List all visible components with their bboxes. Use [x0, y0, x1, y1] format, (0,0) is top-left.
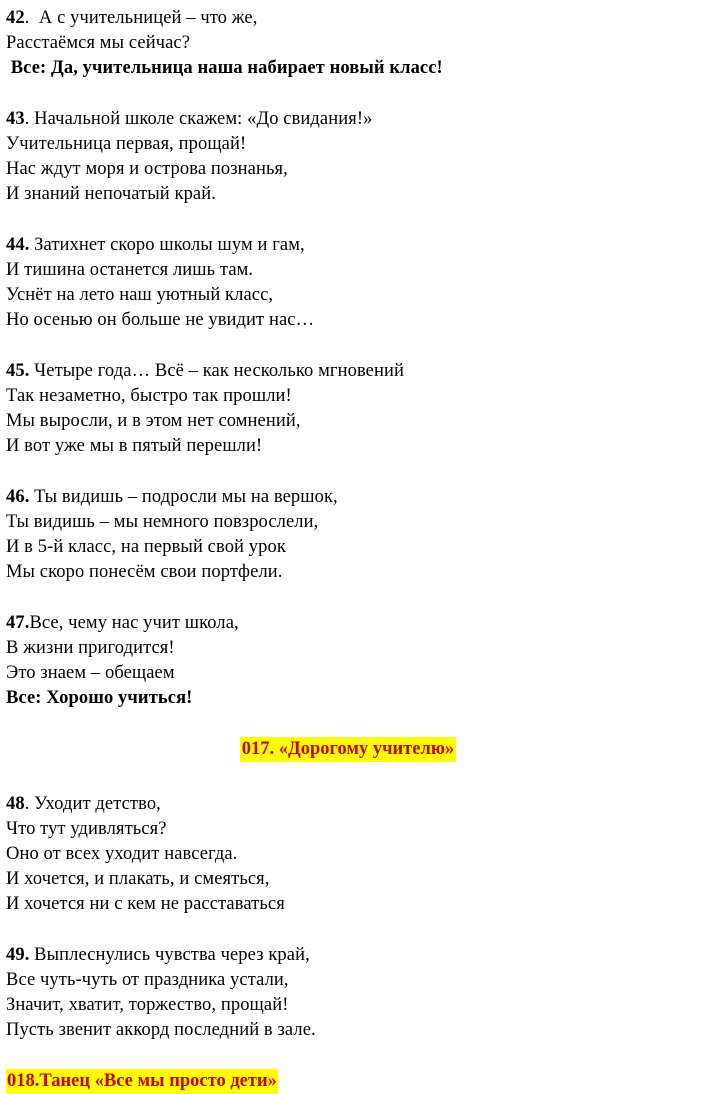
verse-44	[6, 233, 690, 333]
song-title-text: 017. «Дорогому учителю»	[240, 737, 457, 762]
verse-line: Так незаметно, быстро так прошли!	[6, 386, 292, 406]
verse-text: . А с учительницей – что же,	[24, 8, 258, 28]
song-title-text: 018.Танец «Все мы просто дети»	[6, 1069, 278, 1094]
verse-line: Мы выросли, и в этом нет сомнений,	[6, 411, 301, 431]
verse-line-chorus: Все: Да, учительница наша набирает новый класс!	[6, 58, 443, 78]
verse-line: И знаний непочатый край.	[6, 184, 216, 204]
verse-line: И тишина останется лишь там.	[6, 260, 254, 280]
verse-line: И хочется ни с кем не расставаться	[6, 894, 285, 914]
verse-line: И вот уже мы в пятый перешли!	[6, 436, 263, 456]
verse-text: Четыре года… Всё – как несколько мгновений	[29, 361, 404, 381]
verse-text: . Начальной школе скажем: «До свидания!»	[24, 109, 373, 129]
verse-46	[6, 485, 690, 585]
verse-number: 42	[6, 8, 25, 28]
song-title-018	[6, 1069, 690, 1094]
verse-line	[6, 233, 690, 258]
verse-line: Что тут удивляться?	[6, 819, 167, 839]
verse-line: И хочется, и плакать, и смеяться,	[6, 869, 270, 889]
verse-line	[6, 792, 690, 817]
verse-text: Затихнет скоро школы шум и гам,	[29, 235, 305, 255]
verse-line-chorus: Все: Хорошо учиться!	[6, 688, 193, 708]
verse-line: Это знаем – обещаем	[6, 663, 175, 683]
verse-line: Значит, хватит, торжество, прощай!	[6, 995, 289, 1015]
verse-line: Расстаёмся мы сейчас?	[6, 33, 191, 53]
verse-line: Все чуть-чуть от праздника устали,	[6, 970, 289, 990]
verse-45	[6, 359, 690, 459]
verse-line: Но осенью он больше не увидит нас…	[6, 310, 315, 330]
verse-line: Нас ждут моря и острова познанья,	[6, 159, 288, 179]
verse-47	[6, 611, 690, 711]
verse-line	[6, 943, 690, 968]
verse-line: Оно от всех уходит навсегда.	[6, 844, 238, 864]
verse-line: И в 5-й класс, на первый свой урок	[6, 537, 286, 557]
verse-number: 45.	[6, 361, 30, 381]
verse-49	[6, 943, 690, 1043]
verse-line	[6, 107, 690, 132]
verse-number: 49.	[6, 945, 30, 965]
verse-43	[6, 107, 690, 207]
verse-line	[6, 6, 690, 31]
verse-line: Уснёт на лето наш уютный класс,	[6, 285, 274, 305]
verse-number: 47.	[6, 613, 30, 633]
verse-text: . Уходит детство,	[24, 794, 161, 814]
verse-48	[6, 792, 690, 917]
verse-number: 43	[6, 109, 25, 129]
verse-number: 44.	[6, 235, 30, 255]
verse-text: Выплеснулись чувства через край,	[29, 945, 310, 965]
verse-line	[6, 485, 690, 510]
verse-text: Все, чему нас учит школа,	[29, 613, 239, 633]
verse-text: Ты видишь – подросли мы на вершок,	[29, 487, 338, 507]
song-title-017	[6, 737, 690, 762]
verse-42	[6, 6, 690, 81]
verse-line	[6, 611, 690, 636]
verse-line: В жизни пригодится!	[6, 638, 175, 658]
verse-number: 46.	[6, 487, 30, 507]
verse-line: Мы скоро понесём свои портфели.	[6, 562, 283, 582]
verse-line: Ты видишь – мы немного повзрослели,	[6, 512, 319, 532]
verse-line: Пусть звенит аккорд последний в зале.	[6, 1020, 316, 1040]
verse-number: 48	[6, 794, 25, 814]
verse-line: Учительница первая, прощай!	[6, 134, 247, 154]
verse-line	[6, 359, 690, 384]
